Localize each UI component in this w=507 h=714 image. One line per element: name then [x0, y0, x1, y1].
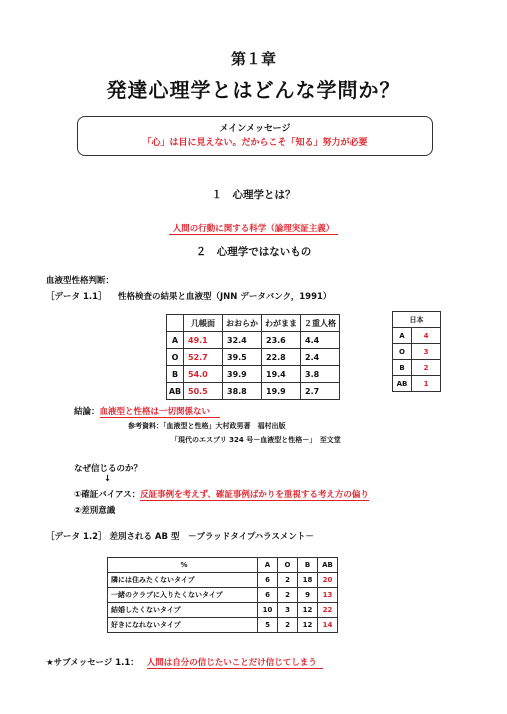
table-cell: 22 — [318, 603, 338, 618]
table-row — [167, 383, 340, 400]
table-header-cell: A — [258, 558, 278, 573]
table-row — [167, 349, 340, 366]
table-row — [393, 344, 441, 360]
table-header-cell: 日本 — [393, 312, 441, 328]
data12-title: ［データ 1.2］ 差別される AB 型 －ブラッドタイプハラスメント－ — [46, 532, 314, 542]
table-cell: 12 — [298, 603, 318, 618]
rank-cell: 3 — [412, 344, 441, 360]
rank-cell: 1 — [412, 376, 441, 392]
table-cell: 12 — [298, 618, 318, 633]
table-cell: 2.7 — [301, 383, 340, 400]
sub-message-line — [46, 656, 323, 668]
ab-harassment-table — [107, 557, 338, 633]
table-cell: 5 — [258, 618, 278, 633]
table-cell: 49.1 — [184, 332, 223, 349]
table-row — [108, 603, 338, 618]
section1-answer: 人間の行動に関する科学（論理実証主義） — [169, 224, 339, 235]
arrow-down-icon: ↓ — [104, 474, 112, 484]
table-cell: 2 — [278, 588, 298, 603]
table-cell: 13 — [318, 588, 338, 603]
table-header-cell: わがまま — [262, 315, 301, 332]
conclusion-line — [74, 405, 220, 417]
table-cell: 19.4 — [262, 366, 301, 383]
row-label: 隣には住みたくないタイプ — [108, 573, 258, 588]
reference-label: 参考資料： — [128, 422, 163, 430]
main-message-text: 「心」は目に見えない。だからこそ「知る」努力が必要 — [142, 138, 368, 148]
table-row — [167, 366, 340, 383]
table-cell: 50.5 — [184, 383, 223, 400]
table-cell: 2 — [278, 618, 298, 633]
table-cell: 20 — [318, 573, 338, 588]
table-cell: 18 — [298, 573, 318, 588]
table-header-cell — [167, 315, 184, 332]
table-cell: 39.5 — [223, 349, 262, 366]
blood-type-cell: B — [393, 360, 412, 376]
table-cell: 39.9 — [223, 366, 262, 383]
table-row — [393, 328, 441, 344]
table-header-cell: O — [278, 558, 298, 573]
blood-type-cell: O — [167, 349, 184, 366]
blood-type-cell: A — [167, 332, 184, 349]
sub-message-label: ★サブメッセージ 1.1： — [46, 658, 139, 668]
table-header-cell: 几帳面 — [184, 315, 223, 332]
row-label: 結婚したくないタイプ — [108, 603, 258, 618]
blood-type-cell: AB — [393, 376, 412, 392]
table-cell: 22.8 — [262, 349, 301, 366]
row-label: 一緒のクラブに入りたくないタイプ — [108, 588, 258, 603]
table-cell: 2 — [278, 573, 298, 588]
blood-type-cell: B — [167, 366, 184, 383]
reason1-line — [74, 488, 369, 500]
table-cell: 23.6 — [262, 332, 301, 349]
section1-answer-wrap — [0, 216, 507, 235]
sub-message-text: 人間は自分の信じたいことだけ信じてしまう — [147, 658, 323, 669]
reason2: ②差別意識 — [74, 506, 116, 516]
table-cell: 10 — [258, 603, 278, 618]
table-header-cell: AB — [318, 558, 338, 573]
personality-blood-table — [166, 314, 340, 400]
table-row — [393, 360, 441, 376]
page-title: 発達心理学とはどんな学問か？ — [106, 78, 401, 102]
section1-heading: １ 心理学とは？ — [211, 189, 296, 201]
reference-1: 「血液型と性格」大村政男著 福村出版 — [163, 422, 286, 430]
blood-type-label: 血液型性格判断： — [46, 276, 115, 286]
table-cell: 3.8 — [301, 366, 340, 383]
japan-ranking-table — [392, 311, 441, 392]
blood-type-cell: AB — [167, 383, 184, 400]
main-message-label: メインメッセージ — [219, 124, 291, 134]
table-cell: 4.4 — [301, 332, 340, 349]
table-row — [393, 376, 441, 392]
rank-cell: 4 — [412, 328, 441, 344]
main-message-box — [77, 116, 433, 156]
table-cell: 19.9 — [262, 383, 301, 400]
table-header-row — [393, 312, 441, 328]
row-label: 好きになれないタイプ — [108, 618, 258, 633]
table-header-row — [108, 558, 338, 573]
table-cell: 38.8 — [223, 383, 262, 400]
reference-line-1 — [128, 421, 286, 431]
table-cell: 2.4 — [301, 349, 340, 366]
table-cell: 54.0 — [184, 366, 223, 383]
table-cell: 3 — [278, 603, 298, 618]
table-header-cell: ２重人格 — [301, 315, 340, 332]
data11-label: ［データ 1.1］ — [46, 292, 107, 302]
rank-cell: 2 — [412, 360, 441, 376]
reason1-label: ①確証バイアス： — [74, 490, 141, 500]
table-header-row — [167, 315, 340, 332]
reference-2: 「現代のエスプリ 324 号－血液型と性格－」 至文堂 — [171, 436, 341, 444]
table-cell: 9 — [298, 588, 318, 603]
table-row — [108, 618, 338, 633]
table-cell: 32.4 — [223, 332, 262, 349]
table-row — [108, 588, 338, 603]
table-cell: 6 — [258, 588, 278, 603]
table-row — [108, 573, 338, 588]
conclusion-text: 血液型と性格は一切関係ない — [100, 407, 221, 418]
blood-type-cell: O — [393, 344, 412, 360]
conclusion-label: 結論： — [74, 407, 100, 417]
table-cell: 14 — [318, 618, 338, 633]
table-row — [167, 332, 340, 349]
table-header-cell: おおらか — [223, 315, 262, 332]
section2-heading: ２ 心理学ではないもの — [195, 246, 312, 258]
blood-type-cell: A — [393, 328, 412, 344]
table-header-cell: B — [298, 558, 318, 573]
table-cell: 52.7 — [184, 349, 223, 366]
data11-title: 性格検査の結果と血液型（JNN データバンク，1991） — [118, 292, 332, 302]
why-question: なぜ信じるのか？ — [74, 464, 143, 474]
chapter-number: 第１章 — [230, 50, 276, 68]
reason1-text: 反証事例を考えず、確証事例ばかりを重視する考え方の偏り — [140, 490, 369, 500]
table-cell: 6 — [258, 573, 278, 588]
table-header-cell: % — [108, 558, 258, 573]
